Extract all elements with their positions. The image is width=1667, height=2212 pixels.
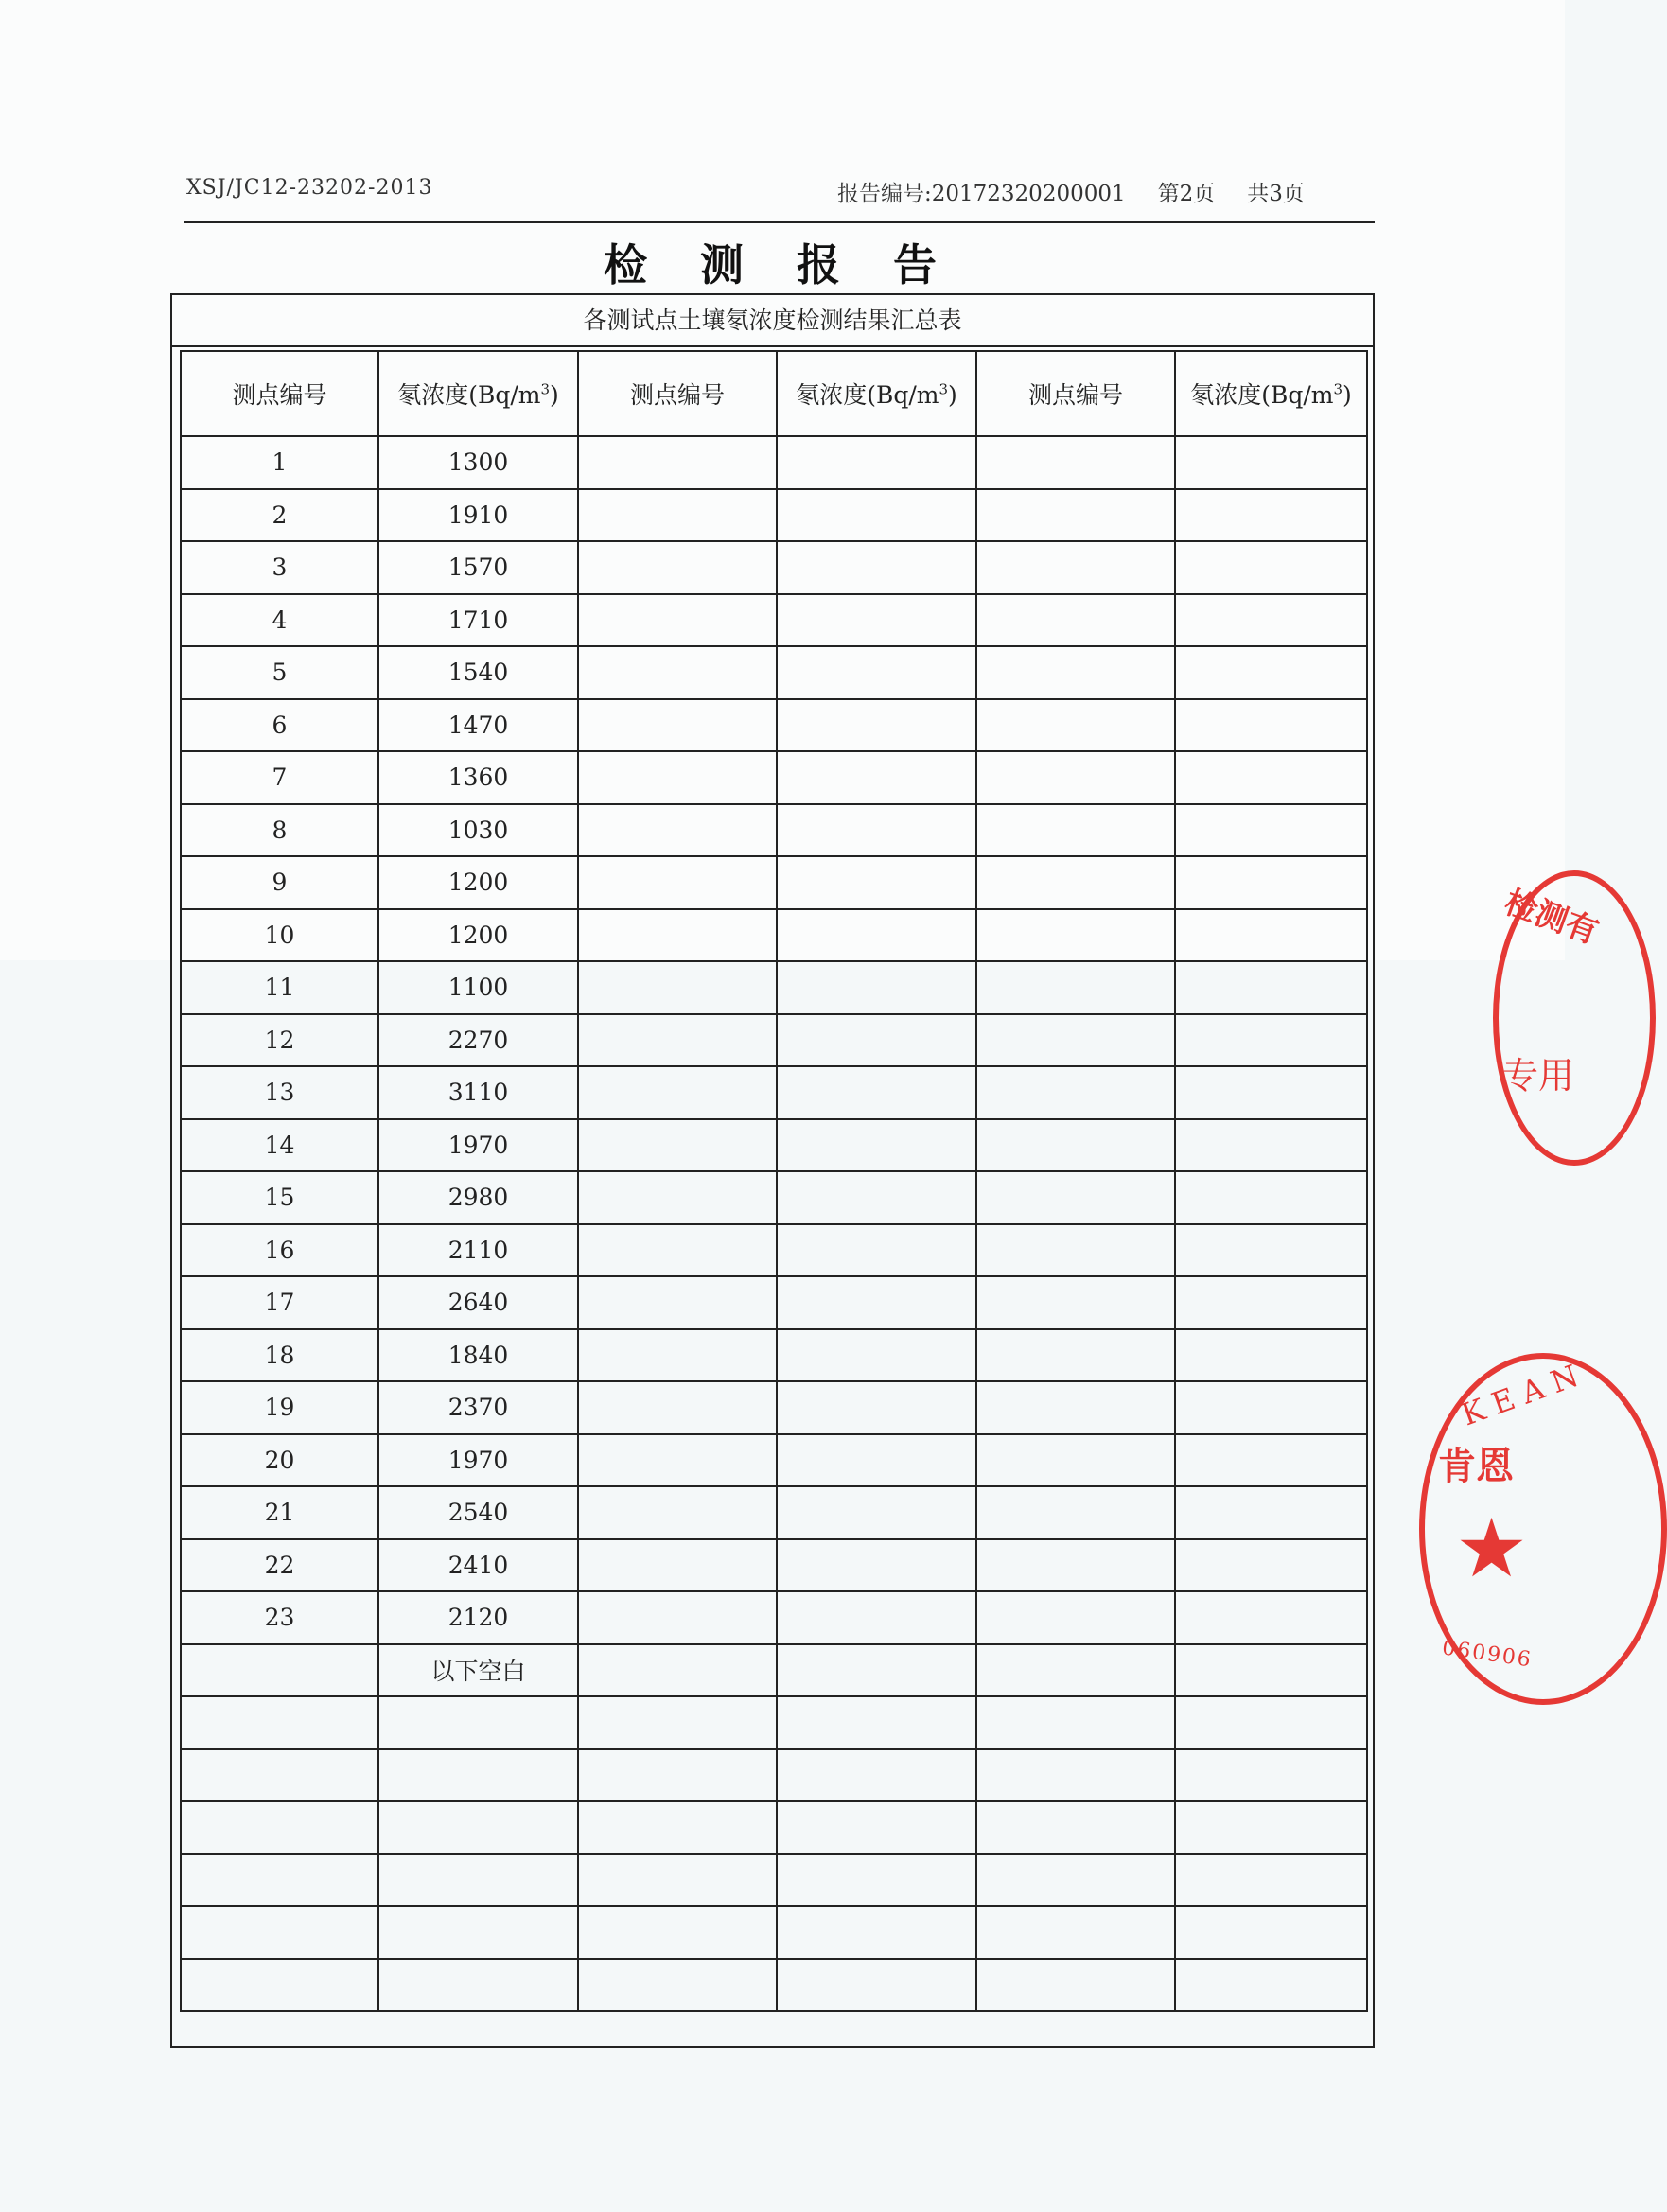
point-id-cell: 7 — [181, 751, 378, 804]
point-id-cell — [976, 594, 1175, 647]
point-id-cell — [578, 1801, 777, 1854]
page-total: 共3页 — [1247, 182, 1305, 206]
radon-value-cell — [1175, 646, 1367, 699]
radon-value-cell: 1970 — [378, 1119, 578, 1172]
radon-value-cell — [1175, 1906, 1367, 1959]
results-table — [180, 350, 1368, 2012]
column-header: 测点编号 — [578, 351, 777, 436]
point-id-cell — [976, 1644, 1175, 1697]
radon-value-cell — [777, 804, 976, 857]
report-number: 报告编号:20172320200001 — [837, 182, 1126, 206]
point-id-cell — [976, 909, 1175, 962]
table-row — [181, 1696, 1367, 1749]
radon-value-cell — [1175, 1066, 1367, 1119]
point-id-cell — [976, 1381, 1175, 1434]
radon-value-cell: 2540 — [378, 1486, 578, 1539]
point-id-cell — [976, 1749, 1175, 1802]
point-id-cell — [578, 541, 777, 594]
point-id-cell: 19 — [181, 1381, 378, 1434]
point-id-cell — [976, 1801, 1175, 1854]
radon-value-cell — [777, 1801, 976, 1854]
radon-value-cell — [777, 1906, 976, 1959]
radon-value-cell — [1175, 961, 1367, 1014]
radon-value-cell: 2980 — [378, 1171, 578, 1224]
point-id-cell — [578, 1906, 777, 1959]
radon-value-cell — [1175, 699, 1367, 752]
radon-value-cell: 2410 — [378, 1539, 578, 1592]
point-id-cell: 8 — [181, 804, 378, 857]
radon-value-cell — [378, 1801, 578, 1854]
table-title: 各测试点土壤氡浓度检测结果汇总表 — [172, 295, 1373, 347]
table-row — [181, 1224, 1367, 1277]
radon-value-cell — [1175, 1119, 1367, 1172]
radon-value-cell: 1910 — [378, 489, 578, 542]
radon-value-cell: 1200 — [378, 909, 578, 962]
radon-value-cell: 1360 — [378, 751, 578, 804]
radon-value-cell — [1175, 1696, 1367, 1749]
radon-value-cell — [1175, 1381, 1367, 1434]
radon-value-cell: 1100 — [378, 961, 578, 1014]
point-id-cell — [578, 1014, 777, 1067]
radon-value-cell — [777, 1644, 976, 1697]
radon-value-cell: 1570 — [378, 541, 578, 594]
radon-value-cell — [777, 1119, 976, 1172]
point-id-cell: 14 — [181, 1119, 378, 1172]
point-id-cell — [578, 1171, 777, 1224]
radon-value-cell — [1175, 1171, 1367, 1224]
table-row — [181, 436, 1367, 489]
table-row — [181, 646, 1367, 699]
point-id-cell — [181, 1959, 378, 2012]
official-seal-partial-bottom — [1419, 1353, 1667, 1705]
point-id-cell: 6 — [181, 699, 378, 752]
radon-value-cell: 3110 — [378, 1066, 578, 1119]
radon-value-cell — [1175, 541, 1367, 594]
point-id-cell — [976, 961, 1175, 1014]
table-row — [181, 1906, 1367, 1959]
point-id-cell — [976, 804, 1175, 857]
radon-value-cell — [777, 1014, 976, 1067]
point-id-cell — [578, 436, 777, 489]
point-id-cell: 20 — [181, 1434, 378, 1487]
radon-value-cell — [777, 594, 976, 647]
point-id-cell — [976, 1171, 1175, 1224]
point-id-cell — [976, 489, 1175, 542]
table-row — [181, 1801, 1367, 1854]
radon-value-cell — [777, 1959, 976, 2012]
radon-value-cell — [1175, 436, 1367, 489]
column-header: 测点编号 — [976, 351, 1175, 436]
table-row — [181, 1381, 1367, 1434]
table-row — [181, 751, 1367, 804]
radon-value-cell — [378, 1696, 578, 1749]
header-divider — [184, 221, 1375, 223]
radon-value-cell — [1175, 1276, 1367, 1329]
table-header-row — [181, 351, 1367, 436]
radon-value-cell — [777, 961, 976, 1014]
radon-value-cell: 1300 — [378, 436, 578, 489]
point-id-cell — [578, 909, 777, 962]
radon-value-cell: 1540 — [378, 646, 578, 699]
table-row — [181, 1066, 1367, 1119]
radon-value-cell: 1470 — [378, 699, 578, 752]
point-id-cell — [976, 1014, 1175, 1067]
radon-value-cell — [378, 1749, 578, 1802]
point-id-cell: 10 — [181, 909, 378, 962]
table-row — [181, 804, 1367, 857]
radon-value-cell — [1175, 856, 1367, 909]
radon-value-cell — [777, 1486, 976, 1539]
radon-value-cell: 1710 — [378, 594, 578, 647]
radon-value-cell — [378, 1959, 578, 2012]
table-row — [181, 1854, 1367, 1907]
radon-value-cell: 1200 — [378, 856, 578, 909]
table-row — [181, 1329, 1367, 1382]
radon-value-cell — [777, 1591, 976, 1644]
point-id-cell — [976, 1329, 1175, 1382]
radon-value-cell — [777, 909, 976, 962]
point-id-cell — [976, 856, 1175, 909]
radon-value-cell — [777, 541, 976, 594]
radon-value-cell — [777, 856, 976, 909]
point-id-cell — [976, 1539, 1175, 1592]
seal-text-arc: KEAN — [1456, 1354, 1592, 1433]
radon-value-cell: 1970 — [378, 1434, 578, 1487]
point-id-cell — [976, 1066, 1175, 1119]
point-id-cell — [181, 1696, 378, 1749]
point-id-cell: 22 — [181, 1539, 378, 1592]
point-id-cell: 2 — [181, 489, 378, 542]
point-id-cell — [578, 856, 777, 909]
point-id-cell — [976, 1434, 1175, 1487]
table-row — [181, 1959, 1367, 2012]
page-number: 第2页 — [1157, 182, 1216, 206]
point-id-cell — [181, 1801, 378, 1854]
point-id-cell: 18 — [181, 1329, 378, 1382]
point-id-cell — [578, 1539, 777, 1592]
radon-value-cell — [1175, 1539, 1367, 1592]
radon-value-cell — [777, 1329, 976, 1382]
seal-text-number: 060906 — [1440, 1636, 1535, 1673]
table-row — [181, 1539, 1367, 1592]
table-row — [181, 1119, 1367, 1172]
point-id-cell — [578, 1276, 777, 1329]
point-id-cell: 23 — [181, 1591, 378, 1644]
seal-text-top: 检测有 — [1500, 883, 1604, 953]
table-row — [181, 1486, 1367, 1539]
radon-value-cell — [777, 1854, 976, 1907]
table-row — [181, 909, 1367, 962]
table-row — [181, 961, 1367, 1014]
radon-value-cell — [1175, 1591, 1367, 1644]
table-row — [181, 489, 1367, 542]
document-title: 检 测 报 告 — [603, 239, 956, 290]
point-id-cell — [578, 1066, 777, 1119]
point-id-cell — [578, 804, 777, 857]
radon-value-cell — [1175, 1749, 1367, 1802]
radon-value-cell: 2270 — [378, 1014, 578, 1067]
point-id-cell — [578, 1854, 777, 1907]
table-row — [181, 1014, 1367, 1067]
official-seal-partial-top — [1493, 870, 1656, 1166]
column-header: 氡浓度$(Bq/m^3)$ — [378, 351, 578, 436]
radon-value-cell — [1175, 804, 1367, 857]
radon-value-cell: 1030 — [378, 804, 578, 857]
point-id-cell — [578, 1959, 777, 2012]
point-id-cell — [578, 1749, 777, 1802]
point-id-cell — [976, 1224, 1175, 1277]
radon-value-cell — [1175, 1014, 1367, 1067]
point-id-cell — [578, 1119, 777, 1172]
point-id-cell — [976, 1906, 1175, 1959]
table-row — [181, 594, 1367, 647]
point-id-cell — [976, 699, 1175, 752]
radon-value-cell — [1175, 1801, 1367, 1854]
radon-value-cell — [1175, 1644, 1367, 1697]
radon-value-cell — [378, 1906, 578, 1959]
point-id-cell — [578, 961, 777, 1014]
report-meta — [837, 176, 1305, 207]
table-row — [181, 1171, 1367, 1224]
point-id-cell: 17 — [181, 1276, 378, 1329]
column-header: 氡浓度$(Bq/m^3)$ — [777, 351, 976, 436]
point-id-cell: 4 — [181, 594, 378, 647]
table-row — [181, 699, 1367, 752]
point-id-cell — [976, 1854, 1175, 1907]
table-row — [181, 541, 1367, 594]
point-id-cell — [578, 1224, 777, 1277]
point-id-cell — [976, 1486, 1175, 1539]
point-id-cell — [976, 541, 1175, 594]
radon-value-cell: 2120 — [378, 1591, 578, 1644]
radon-value-cell — [1175, 1224, 1367, 1277]
point-id-cell: 5 — [181, 646, 378, 699]
radon-value-cell — [777, 1171, 976, 1224]
point-id-cell — [578, 1434, 777, 1487]
table-row — [181, 856, 1367, 909]
seal-text-bottom: 专用 — [1502, 1055, 1575, 1097]
point-id-cell — [578, 699, 777, 752]
point-id-cell: 15 — [181, 1171, 378, 1224]
point-id-cell — [976, 436, 1175, 489]
column-header: 氡浓度$(Bq/m^3)$ — [1175, 351, 1367, 436]
radon-value-cell — [777, 1276, 976, 1329]
point-id-cell: 16 — [181, 1224, 378, 1277]
table-row — [181, 1434, 1367, 1487]
point-id-cell — [181, 1749, 378, 1802]
radon-value-cell: 2110 — [378, 1224, 578, 1277]
radon-value-cell — [1175, 1959, 1367, 2012]
column-header: 测点编号 — [181, 351, 378, 436]
point-id-cell: 21 — [181, 1486, 378, 1539]
radon-value-cell — [777, 1066, 976, 1119]
point-id-cell — [181, 1644, 378, 1697]
radon-value-cell — [777, 489, 976, 542]
radon-value-cell — [777, 1539, 976, 1592]
radon-value-cell — [777, 751, 976, 804]
radon-value-cell — [1175, 489, 1367, 542]
radon-value-cell — [777, 1434, 976, 1487]
radon-value-cell: 1840 — [378, 1329, 578, 1382]
radon-value-cell — [378, 1854, 578, 1907]
point-id-cell — [976, 1959, 1175, 2012]
point-id-cell: 9 — [181, 856, 378, 909]
radon-value-cell — [1175, 909, 1367, 962]
radon-value-cell: 以下空白 — [378, 1644, 578, 1697]
point-id-cell — [578, 751, 777, 804]
radon-value-cell — [1175, 1329, 1367, 1382]
radon-value-cell — [777, 646, 976, 699]
point-id-cell — [976, 1696, 1175, 1749]
radon-value-cell — [1175, 1854, 1367, 1907]
point-id-cell — [578, 1644, 777, 1697]
table-row — [181, 1644, 1367, 1697]
point-id-cell: 1 — [181, 436, 378, 489]
results-table-frame — [170, 293, 1375, 2048]
radon-value-cell — [777, 436, 976, 489]
point-id-cell: 11 — [181, 961, 378, 1014]
radon-value-cell — [777, 1749, 976, 1802]
point-id-cell — [578, 1591, 777, 1644]
point-id-cell — [976, 1276, 1175, 1329]
point-id-cell — [976, 751, 1175, 804]
point-id-cell: 13 — [181, 1066, 378, 1119]
point-id-cell — [976, 646, 1175, 699]
point-id-cell — [578, 594, 777, 647]
point-id-cell — [578, 1486, 777, 1539]
radon-value-cell — [777, 1381, 976, 1434]
radon-value-cell — [777, 1696, 976, 1749]
point-id-cell — [578, 1329, 777, 1382]
radon-value-cell — [777, 1224, 976, 1277]
radon-value-cell — [1175, 1434, 1367, 1487]
table-row — [181, 1591, 1367, 1644]
standard-code: XSJ/JC12-23202-2013 — [186, 176, 433, 200]
point-id-cell: 3 — [181, 541, 378, 594]
point-id-cell — [181, 1854, 378, 1907]
table-row — [181, 1276, 1367, 1329]
point-id-cell — [578, 646, 777, 699]
radon-value-cell: 2370 — [378, 1381, 578, 1434]
point-id-cell: 12 — [181, 1014, 378, 1067]
radon-value-cell — [1175, 1486, 1367, 1539]
point-id-cell — [976, 1591, 1175, 1644]
point-id-cell — [976, 1119, 1175, 1172]
radon-value-cell — [777, 699, 976, 752]
table-row — [181, 1749, 1367, 1802]
radon-value-cell: 2640 — [378, 1276, 578, 1329]
point-id-cell — [578, 489, 777, 542]
seal-text-company: 肯恩 — [1438, 1444, 1514, 1488]
point-id-cell — [578, 1696, 777, 1749]
radon-value-cell — [1175, 594, 1367, 647]
point-id-cell — [181, 1906, 378, 1959]
star-icon: ★ — [1455, 1501, 1529, 1596]
point-id-cell — [578, 1381, 777, 1434]
radon-value-cell — [1175, 751, 1367, 804]
